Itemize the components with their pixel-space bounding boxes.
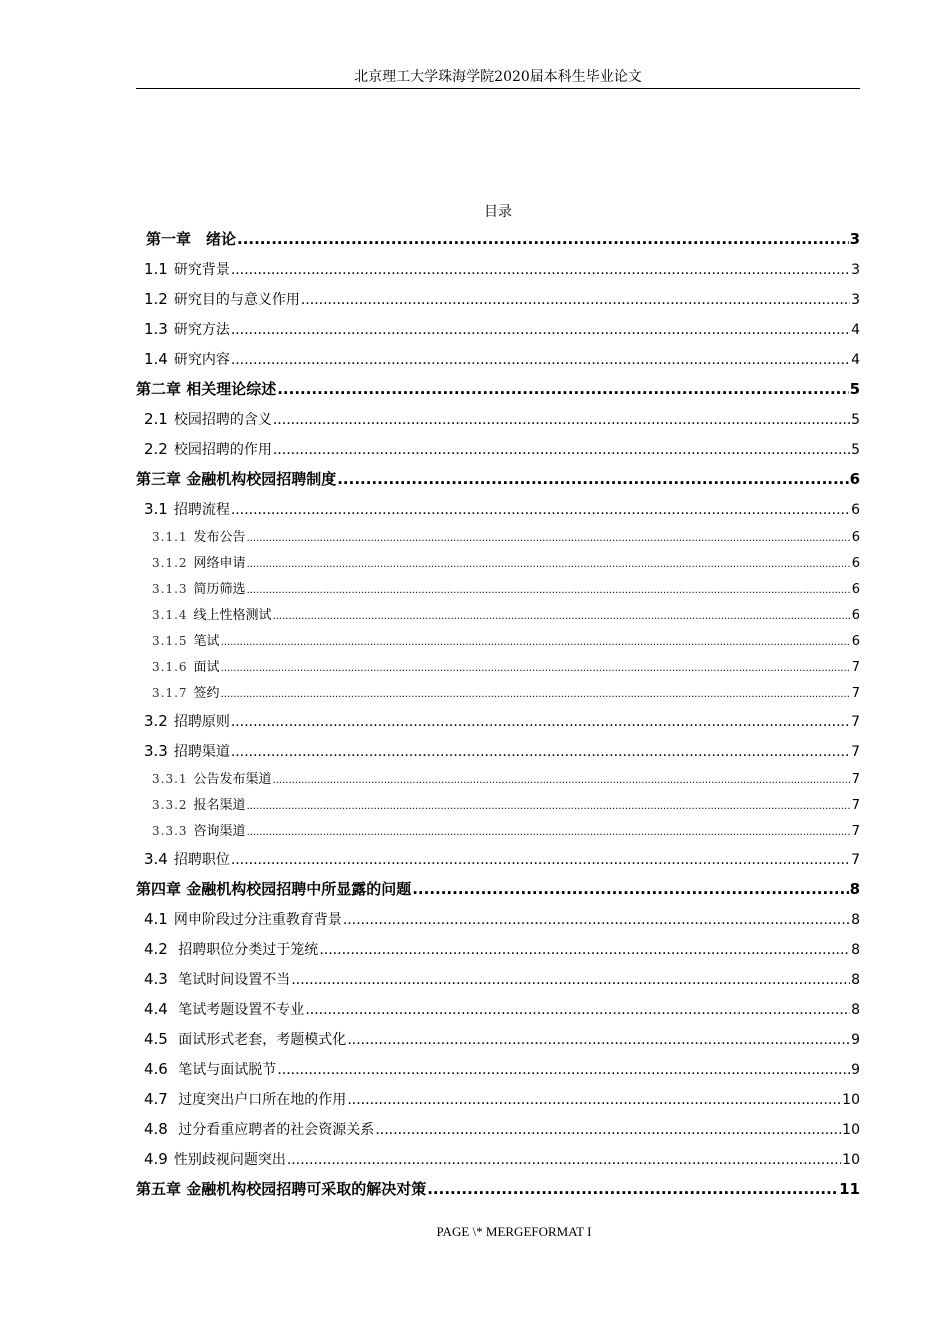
toc-chapter-title: 第四章 金融机构校园招聘中所显露的问题 xyxy=(136,880,412,898)
toc-section-entry[interactable] xyxy=(136,494,860,524)
toc-entry-label xyxy=(144,1084,346,1115)
toc-page-number: 6 xyxy=(851,556,860,571)
toc-chapter-title: 第一章 绪论 xyxy=(146,230,237,248)
toc-entry-text: 校园招聘的含义 xyxy=(173,412,272,428)
toc-entry-text: 笔试与面试脱节 xyxy=(173,1062,277,1078)
toc-section-entry[interactable] xyxy=(136,1024,860,1054)
toc-entry-label xyxy=(144,934,318,965)
toc-entry-label xyxy=(144,904,342,935)
toc-section-entry[interactable] xyxy=(136,736,860,766)
toc-entry-text: 发布公告 xyxy=(193,530,246,545)
dot-leader xyxy=(301,285,850,315)
toc-entry-label xyxy=(152,550,246,577)
dot-leader xyxy=(375,1115,841,1145)
toc-section-entry[interactable] xyxy=(136,284,860,314)
toc-subsection-entry[interactable] xyxy=(136,576,860,602)
toc-page-number: 6 xyxy=(851,530,860,545)
toc-entry-text: 研究目的与意义作用 xyxy=(173,292,300,308)
toc-entry-label xyxy=(144,434,272,465)
toc-entry-text: 报名渠道 xyxy=(193,798,246,813)
toc-page-number: 3 xyxy=(849,230,860,248)
toc-entry-label xyxy=(152,654,220,681)
toc-section-entry[interactable] xyxy=(136,934,860,964)
toc-entry-label xyxy=(144,494,230,525)
toc-page-number: 7 xyxy=(851,852,860,868)
toc-section-entry[interactable] xyxy=(136,1054,860,1084)
dot-leader xyxy=(247,819,851,846)
toc-entry-label xyxy=(144,736,230,767)
toc-page-number: 3 xyxy=(851,262,860,278)
toc-entry-label xyxy=(152,602,272,629)
toc-entry-label xyxy=(144,844,230,875)
toc-chapter-title: 第二章 相关理论综述 xyxy=(136,380,277,398)
toc-page-number: 7 xyxy=(851,714,860,730)
toc-entry-text: 网络申请 xyxy=(193,556,246,571)
toc-entry-text: 研究背景 xyxy=(173,262,230,278)
toc-section-entry[interactable] xyxy=(136,1114,860,1144)
toc-page-number: 8 xyxy=(851,972,860,988)
toc-chapter-entry[interactable] xyxy=(136,374,860,404)
toc-page-number: 5 xyxy=(849,380,860,398)
toc-entry-number: 3.3.2 xyxy=(152,798,188,812)
toc-page-number: 6 xyxy=(851,502,860,518)
dot-leader xyxy=(412,874,848,904)
toc-entry-label xyxy=(152,792,246,819)
dot-leader xyxy=(347,1085,841,1115)
toc-entry-number: 3.1.1 xyxy=(152,530,188,544)
toc-entry-number: 3.1 xyxy=(144,500,168,518)
toc-section-entry[interactable] xyxy=(136,434,860,464)
toc-entry-label xyxy=(144,1114,374,1145)
toc-entry-text: 招聘职位 xyxy=(173,852,230,868)
toc-entry-label xyxy=(152,524,246,551)
toc-page-number: 7 xyxy=(851,824,860,839)
toc-entry-label xyxy=(144,254,230,285)
toc-section-entry[interactable] xyxy=(136,314,860,344)
toc-entry-label xyxy=(144,1054,276,1085)
toc-entry-text: 招聘渠道 xyxy=(173,744,230,760)
toc-entry-number: 4.6 xyxy=(144,1060,168,1078)
toc-section-entry[interactable] xyxy=(136,344,860,374)
toc-entry-number: 4.1 xyxy=(144,910,168,928)
toc-subsection-entry[interactable] xyxy=(136,680,860,706)
toc-chapter-entry[interactable] xyxy=(136,224,860,254)
dot-leader xyxy=(247,577,851,604)
dot-leader xyxy=(247,551,851,578)
toc-page-number: 4 xyxy=(851,352,860,368)
toc-title: 目录 xyxy=(484,204,512,220)
toc-page-number: 9 xyxy=(851,1062,860,1078)
toc-entry-text: 线上性格测试 xyxy=(193,608,272,623)
dot-leader xyxy=(231,345,850,375)
toc-entry-number: 3.2 xyxy=(144,712,168,730)
toc-subsection-entry[interactable] xyxy=(136,628,860,654)
toc-entry-number: 2.2 xyxy=(144,440,168,458)
toc-subsection-entry[interactable] xyxy=(136,550,860,576)
toc-entry-text: 性别歧视问题突出 xyxy=(173,1152,286,1168)
toc-entry-number: 4.5 xyxy=(144,1030,168,1048)
toc-page-number: 6 xyxy=(851,634,860,649)
toc-chapter-title: 第五章 金融机构校园招聘可采取的解决对策 xyxy=(136,1180,427,1198)
dot-leader xyxy=(347,1025,850,1055)
toc-entry-text: 招聘职位分类过于笼统 xyxy=(173,942,319,958)
toc-section-entry[interactable] xyxy=(136,904,860,934)
dot-leader xyxy=(221,681,851,708)
toc-page-number: 11 xyxy=(839,1180,860,1198)
toc-entry-label xyxy=(152,576,246,603)
toc-entry-label xyxy=(152,628,220,655)
toc-subsection-entry[interactable] xyxy=(136,654,860,680)
toc-page-number: 8 xyxy=(851,912,860,928)
toc-page-number: 7 xyxy=(851,686,860,701)
toc-entry-text: 招聘原则 xyxy=(173,714,230,730)
toc-page-number: 8 xyxy=(849,880,860,898)
toc-entry-text: 笔试考题设置不专业 xyxy=(173,1002,305,1018)
toc-entry-text: 笔试时间设置不当 xyxy=(173,972,291,988)
toc-entry-text: 笔试 xyxy=(193,634,220,649)
toc-entry-label xyxy=(144,284,300,315)
toc-page-number: 8 xyxy=(851,1002,860,1018)
toc-section-entry[interactable] xyxy=(136,706,860,736)
running-header: 北京理工大学珠海学院2020届本科生毕业论文 xyxy=(354,69,642,85)
dot-leader xyxy=(273,603,851,630)
toc-entry-text: 过分看重应聘者的社会资源关系 xyxy=(173,1122,375,1138)
dot-leader xyxy=(231,315,850,345)
dot-leader xyxy=(291,965,850,995)
toc-entry-label xyxy=(144,994,304,1025)
toc-entry-number: 3.1.6 xyxy=(152,660,188,674)
toc-entry-label xyxy=(152,818,246,845)
dot-leader xyxy=(221,655,851,682)
dot-leader xyxy=(231,737,850,767)
header-rule xyxy=(136,88,860,89)
dot-leader xyxy=(273,767,851,794)
toc-section-entry[interactable] xyxy=(136,994,860,1024)
toc-entry-number: 3.3.3 xyxy=(152,824,188,838)
toc-entry-number: 3.1.7 xyxy=(152,686,188,700)
toc-entry-label xyxy=(144,964,290,995)
toc-page-number: 5 xyxy=(851,412,860,428)
toc-entry-label xyxy=(144,344,230,375)
dot-leader xyxy=(273,435,850,465)
toc-entry-number: 4.8 xyxy=(144,1120,168,1138)
toc-entry-text: 签约 xyxy=(193,686,220,701)
toc-entry-label xyxy=(144,404,272,435)
dot-leader xyxy=(287,1145,841,1175)
toc-entry-number: 4.7 xyxy=(144,1090,168,1108)
toc-subsection-entry[interactable] xyxy=(136,766,860,792)
toc-entry-text: 校园招聘的作用 xyxy=(173,442,272,458)
dot-leader xyxy=(343,905,850,935)
dot-leader xyxy=(231,255,850,285)
toc-entry-label xyxy=(136,1174,426,1204)
toc-page-number: 6 xyxy=(849,470,860,488)
toc-page-number: 9 xyxy=(851,1032,860,1048)
toc-entry-text: 简历筛选 xyxy=(193,582,246,597)
toc-section-entry[interactable] xyxy=(136,964,860,994)
toc-entry-label xyxy=(144,706,230,737)
toc-page-number: 4 xyxy=(851,322,860,338)
toc-entry-number: 3.3 xyxy=(144,742,168,760)
toc-section-entry[interactable] xyxy=(136,844,860,874)
toc-entry-text: 过度突出户口所在地的作用 xyxy=(173,1092,347,1108)
toc-entry-label xyxy=(136,374,276,404)
dot-leader xyxy=(231,495,850,525)
toc-page-number: 10 xyxy=(842,1152,860,1168)
toc-page-number: 7 xyxy=(851,772,860,787)
toc-chapter-title: 第三章 金融机构校园招聘制度 xyxy=(136,470,337,488)
toc-entry-number: 3.1.4 xyxy=(152,608,188,622)
toc-entry-label xyxy=(152,680,220,707)
toc-section-entry[interactable] xyxy=(136,1084,860,1114)
dot-leader xyxy=(305,995,850,1025)
toc-entry-number: 1.3 xyxy=(144,320,168,338)
toc-entry-label xyxy=(152,766,272,793)
toc-entry-number: 3.3.1 xyxy=(152,772,188,786)
toc-entry-text: 研究内容 xyxy=(173,352,230,368)
toc-entry-number: 4.2 xyxy=(144,940,168,958)
toc-chapter-entry[interactable] xyxy=(136,464,860,494)
page-footer: PAGE \* MERGEFORMAT I xyxy=(436,1224,592,1239)
toc-entry-text: 公告发布渠道 xyxy=(193,772,272,787)
toc-entry-label xyxy=(144,314,230,345)
toc-entry-label xyxy=(136,464,336,494)
toc-page-number: 8 xyxy=(851,942,860,958)
toc-entry-number: 3.1.2 xyxy=(152,556,188,570)
dot-leader xyxy=(247,525,851,552)
toc-entry-number: 3.1.3 xyxy=(152,582,188,596)
toc-entry-text: 研究方法 xyxy=(173,322,230,338)
dot-leader xyxy=(221,629,851,656)
toc-entry-number: 1.2 xyxy=(144,290,168,308)
toc-page-number: 6 xyxy=(851,582,860,597)
dot-leader xyxy=(277,374,848,404)
dot-leader xyxy=(247,793,851,820)
dot-leader xyxy=(231,845,850,875)
toc-page-number: 6 xyxy=(851,608,860,623)
dot-leader xyxy=(273,405,850,435)
toc-section-entry[interactable] xyxy=(136,1144,860,1174)
toc-page-number: 7 xyxy=(851,660,860,675)
toc-entry-number: 4.3 xyxy=(144,970,168,988)
toc-chapter-entry[interactable] xyxy=(136,1174,860,1204)
toc-page-number: 10 xyxy=(842,1122,860,1138)
dot-leader xyxy=(427,1174,838,1204)
toc-subsection-entry[interactable] xyxy=(136,818,860,844)
toc-entry-label xyxy=(144,1024,346,1055)
dot-leader xyxy=(337,464,848,494)
toc-entry-text: 网申阶段过分注重教育背景 xyxy=(173,912,342,928)
toc-page-number: 10 xyxy=(842,1092,860,1108)
toc-section-entry[interactable] xyxy=(136,254,860,284)
toc-entry-number: 4.4 xyxy=(144,1000,168,1018)
toc-entry-text: 招聘流程 xyxy=(173,502,230,518)
toc-page-number: 5 xyxy=(851,442,860,458)
toc-entry-label xyxy=(136,874,411,904)
toc-entry-text: 咨询渠道 xyxy=(193,824,246,839)
toc-subsection-entry[interactable] xyxy=(136,792,860,818)
toc-entry-label xyxy=(144,1144,286,1175)
toc-page-number: 3 xyxy=(851,292,860,308)
toc-entry-number: 1.1 xyxy=(144,260,168,278)
toc-entry-text: 面试 xyxy=(193,660,220,675)
dot-leader xyxy=(231,707,850,737)
toc-subsection-entry[interactable] xyxy=(136,602,860,628)
dot-leader xyxy=(237,224,849,254)
toc-chapter-entry[interactable] xyxy=(136,874,860,904)
toc-entry-number: 3.1.5 xyxy=(152,634,188,648)
toc-entry-label xyxy=(136,224,236,254)
toc-entry-number: 3.4 xyxy=(144,850,168,868)
toc-subsection-entry[interactable] xyxy=(136,524,860,550)
toc-page-number: 7 xyxy=(851,798,860,813)
toc-entry-text: 面试形式老套，考题模式化 xyxy=(173,1032,347,1048)
toc-entry-number: 1.4 xyxy=(144,350,168,368)
toc-page-number: 7 xyxy=(851,744,860,760)
dot-leader xyxy=(277,1055,850,1085)
toc-section-entry[interactable] xyxy=(136,404,860,434)
dot-leader xyxy=(319,935,850,965)
toc-entry-number: 2.1 xyxy=(144,410,168,428)
toc-entry-number: 4.9 xyxy=(144,1150,168,1168)
